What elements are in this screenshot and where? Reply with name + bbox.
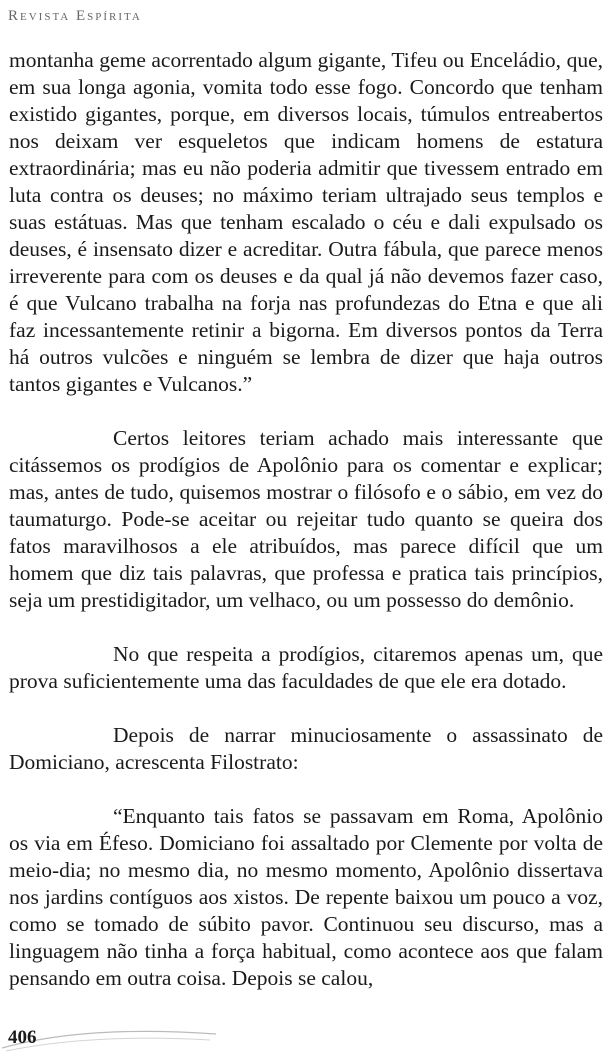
body-text bbox=[9, 47, 603, 992]
paragraph-3: No que respeita a prodígios, citaremos apenas um, que prova suficientemente uma das faculdades de que ele era dotado. bbox=[9, 642, 603, 693]
paragraph-4: Depois de narrar minuciosamente o assassinato de Domiciano, acrescenta Filostrato: bbox=[9, 723, 603, 774]
paragraph-2: Certos leitores teriam achado mais interessante que citássemos os prodígios de Apolônio para os comentar e explicar; mas, antes de tudo, quisemos mostrar o filósofo e o sábio, em vez do taumaturgo. Pode-se aceitar ou rejeitar tudo quanto se queira dos fatos maravilhosos a ele atribuídos, mas parece difícil que um homem que diz tais palavras, que professa e pratica tais princípios, seja um prestidigitador, um velhaco, ou um possesso do demônio. bbox=[9, 426, 603, 612]
running-head: Revista Espírita bbox=[8, 8, 142, 24]
page-number: 406 bbox=[8, 1027, 37, 1048]
paragraph-5: “Enquanto tais fatos se passavam em Roma, Apolônio os via em Éfeso. Domiciano foi assaltado por Clemente por volta de meio-dia; no mesmo dia, no mesmo momento, Apolônio dissertava nos jardins contíguos aos xistos. De repente baixou um pouco a voz, como se tomado de súbito pavor. Continuou seu discurso, mas a linguagem não tinha a força habitual, como acontece aos que falam pensando em outra coisa. Depois se calou, bbox=[9, 804, 603, 990]
paragraph-1: montanha geme acorrentado algum gigante, Tifeu ou Enceládio, que, em sua longa agonia, vomita todo esse fogo. Concordo que tenham existido gigantes, porque, em diversos locais, túmulos entreabertos nos deixam ver esqueletos que indicam homens de estatura extraordinária; mas eu não poderia admitir que tivessem entrado em luta contra os deuses; no máximo teriam ultrajado seus templos e suas estátuas. Mas que tenham escalado o céu e dali expulsado os deuses, é insensato dizer e acreditar. Outra fábula, que parece menos irreverente para com os deuses e da qual já não devemos fazer caso, é que Vulcano trabalha na forja nas profundezas do Etna e que ali faz incessantemente retinir a bigorna. Em diversos pontos da Terra há outros vulcões e ninguém se lembra de dizer que haja outros tantos gigantes e Vulcanos.” bbox=[9, 48, 603, 396]
